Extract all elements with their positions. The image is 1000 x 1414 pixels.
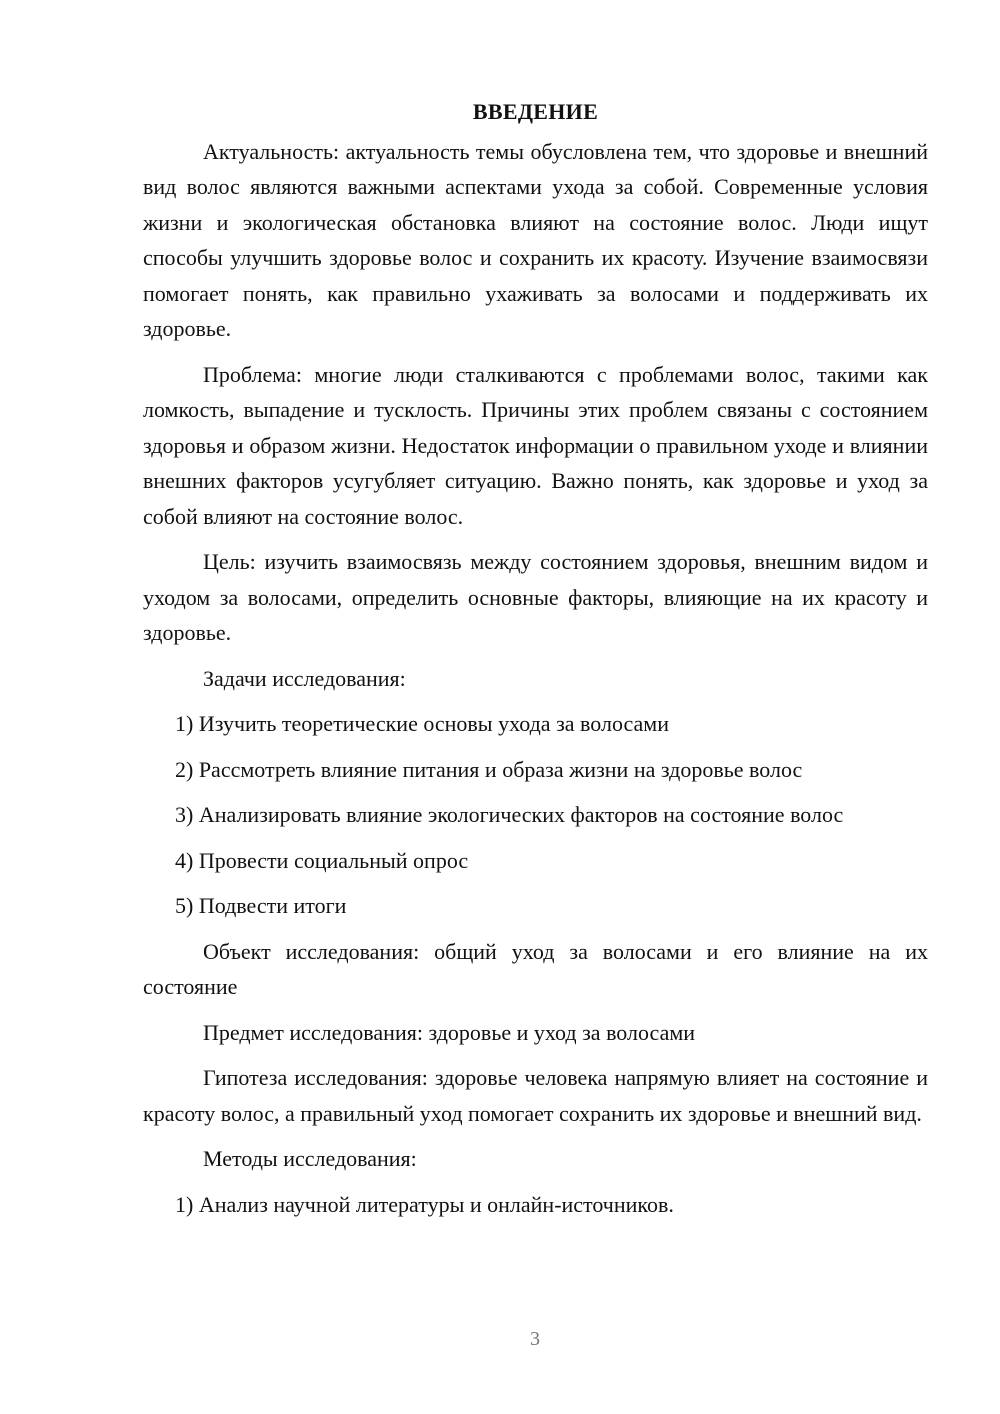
task-item-1: 1) Изучить теоретические основы ухода за волосами (175, 711, 669, 736)
subject-paragraph: Предмет исследования: здоровье и уход за волосами (203, 1019, 696, 1045)
task-item-2: 2) Рассмотреть влияние питания и образа жизни на здоровье волос (175, 756, 803, 782)
goal-paragraph: Цель: изучить взаимосвязь между состоянием здоровья, внешним видом и уходом за волосами, определить основные факторы, влияющие на их красоту и здоровье. (143, 549, 928, 645)
task-item-5: 5) Подвести итоги (175, 893, 347, 918)
methods-label: Методы исследования: (203, 1146, 417, 1171)
page-number: 3 (530, 1328, 540, 1350)
hypothesis-paragraph: Гипотеза исследования: здоровье человека напрямую влияет на состояние и красоту волос, а правильный уход помогает сохранить их здоровье и внешний вид. (143, 1065, 928, 1126)
task-item-3: 3) Анализировать влияние экологических факторов на состояние волос (175, 802, 844, 827)
tasks-label: Задачи исследования: (203, 665, 406, 691)
object-paragraph: Объект исследования: общий уход за волосами и его влияние на их состояние (143, 938, 928, 999)
section-title: ВВЕДЕНИЕ (472, 99, 599, 124)
relevance-paragraph: Актуальность: актуальность темы обусловлена тем, что здоровье и внешний вид волос являются важными аспектами ухода за собой. Современные условия жизни и экологическая обстановка влияют на состояние волос. Люди ищут способы улучшить здоровье волос и сохранить их красоту. Изучение взаимосвязи помогает понять, как правильно ухаживать за волосами и поддерживать их здоровье. (143, 138, 928, 341)
document-page (143, 94, 928, 1232)
problem-paragraph: Проблема: многие люди сталкиваются с проблемами волос, такими как ломкость, выпадение и тусклость. Причины этих проблем связаны с состоянием здоровья и образом жизни. Недостаток информации о правильном уходе и влиянии внешних факторов усугубляет ситуацию. Важно понять, как здоровье и уход за собой влияют на состояние волос. (143, 361, 928, 529)
method-item-1: 1) Анализ научной литературы и онлайн-источников. (175, 1191, 674, 1217)
task-item-4: 4) Провести социальный опрос (175, 847, 469, 873)
